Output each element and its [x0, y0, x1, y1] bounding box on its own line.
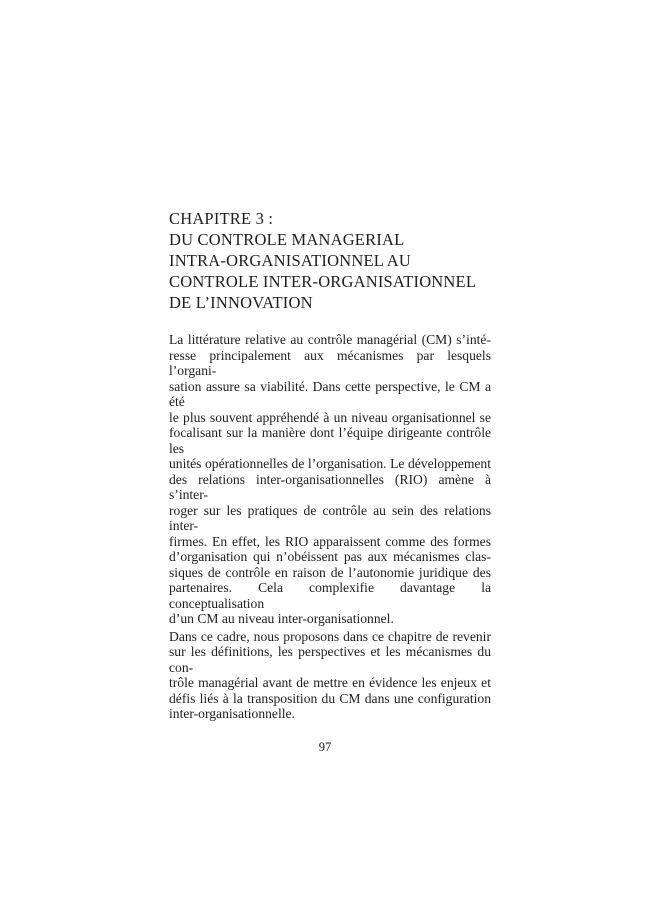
- chapter-title-line: DE L’INNOVATION: [169, 293, 313, 312]
- text-line: défis liés à la transposition du CM dans une configuration: [169, 690, 491, 706]
- text-line: La littérature relative au contrôle managérial (CM) s’inté-: [169, 332, 491, 347]
- text-line: d’organisation qui n’obéissent pas aux mécanismes clas-: [169, 549, 491, 564]
- text-line: d’un CM au niveau inter-organisationnel.: [169, 611, 394, 626]
- chapter-title-line: INTRA-ORGANISATIONNEL AU: [169, 251, 412, 270]
- text-line: unités opérationnelles de l’organisation. Le développement: [169, 456, 491, 471]
- text-line: roger sur les pratiques de contrôle au sein des relations inter-: [169, 502, 491, 533]
- chapter-title-line: CONTROLE INTER-ORGANISATIONNEL: [169, 272, 477, 291]
- text-line: sur les définitions, les perspectives et les mécanismes du con-: [169, 644, 491, 675]
- text-line: des relations inter-organisationnelles (RIO) amène à s’inter-: [169, 471, 491, 502]
- text-line: focalisant sur la manière dont l’équipe dirigeante contrôle les: [169, 425, 491, 456]
- text-line: sation assure sa viabilité. Dans cette perspective, le CM a été: [169, 378, 491, 409]
- text-line: trôle managérial avant de mettre en évidence les enjeux et: [169, 675, 491, 690]
- text-line: resse principalement aux mécanismes par lesquels l’organi-: [169, 347, 491, 378]
- text-line: partenaires. Cela complexifie davantage la conceptualisation: [169, 580, 491, 611]
- paragraph: [169, 332, 491, 627]
- text-line: firmes. En effet, les RIO apparaissent comme des formes: [169, 533, 491, 549]
- text-line: inter-organisationnelle.: [169, 706, 295, 721]
- paragraph: [169, 629, 491, 722]
- chapter-title-line: DU CONTROLE MANAGERIAL: [169, 230, 405, 249]
- text-line: le plus souvent appréhendé à un niveau organisationnel se: [169, 409, 491, 425]
- text-line: siques de contrôle en raison de l’autonomie juridique des: [169, 564, 491, 580]
- page-number: 97: [318, 740, 332, 754]
- chapter-title-line: CHAPITRE 3 :: [169, 209, 274, 228]
- chapter-body: [169, 332, 491, 722]
- text-line: Dans ce cadre, nous proposons dans ce chapitre de revenir: [169, 628, 491, 644]
- chapter-title: [169, 208, 499, 313]
